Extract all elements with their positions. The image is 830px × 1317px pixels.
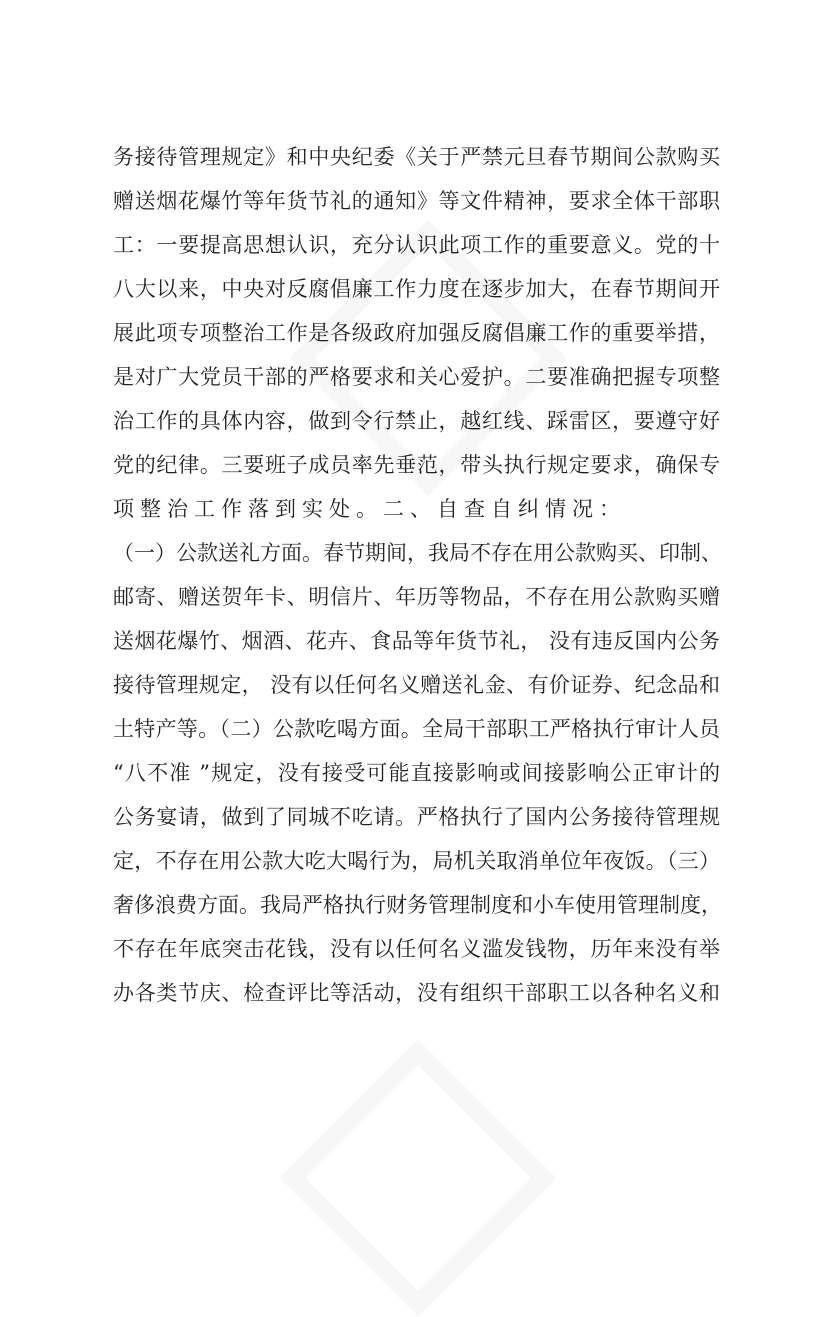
text-line: “八不准 ”规定，没有接受可能直接影响或间接影响公正审计的 xyxy=(113,761,720,785)
text-line: 土特产等。（二）公款吃喝方面。全局干部职工严格执行审计人员 xyxy=(113,717,720,741)
text-line: 办各类节庆、检查评比等活动，没有组织干部职工以各种名义和 xyxy=(113,981,720,1005)
text-line: 展此项专项整治工作是各级政府加强反腐倡廉工作的重要举措， xyxy=(113,321,720,345)
text-line: 治工作的具体内容，做到令行禁止，越红线、踩雷区，要遵守好 xyxy=(113,409,720,433)
text-line: 公务宴请，做到了同城不吃请。严格执行了国内公务接待管理规 xyxy=(113,805,720,829)
text-line: 接待管理规定， 没有以任何名义赠送礼金、有价证券、纪念品和 xyxy=(113,673,720,697)
text-line: 送烟花爆竹、烟酒、花卉、食品等年货节礼， 没有违反国内公务 xyxy=(113,629,720,653)
text-line: 赠送烟花爆竹等年货节礼的通知》等文件精神，要求全体干部职 xyxy=(113,189,720,213)
text-line: 奢侈浪费方面。我局严格执行财务管理制度和小车使用管理制度， xyxy=(113,893,722,917)
body-text xyxy=(113,135,720,1015)
text-line: 定，不存在用公款大吃大喝行为，局机关取消单位年夜饭。（三） xyxy=(113,849,720,873)
text-line: 是对广大党员干部的严格要求和关心爱护。二要准确把握专项整 xyxy=(113,365,720,389)
text-line: 八大以来，中央对反腐倡廉工作力度在逐步加大，在春节期间开 xyxy=(113,277,720,301)
text-line: 邮寄、赠送贺年卡、明信片、年历等物品，不存在用公款购买赠 xyxy=(113,585,720,609)
text-line: 工：一要提高思想认识，充分认识此项工作的重要意义。党的十 xyxy=(113,233,720,257)
watermark xyxy=(279,1039,556,1316)
text-line: 不存在年底突击花钱，没有以任何名义滥发钱物，历年来没有举 xyxy=(113,937,720,961)
text-line: 党的纪律。三要班子成员率先垂范，带头执行规定要求，确保专 xyxy=(113,453,720,477)
text-line: 务接待管理规定》和中央纪委《关于严禁元旦春节期间公款购买 xyxy=(113,145,720,169)
text-line: （一）公款送礼方面。春节期间，我局不存在用公款购买、印制、 xyxy=(113,541,722,565)
text-line: 项整治工作落到实处。二、自查自纠情况： xyxy=(113,497,626,521)
